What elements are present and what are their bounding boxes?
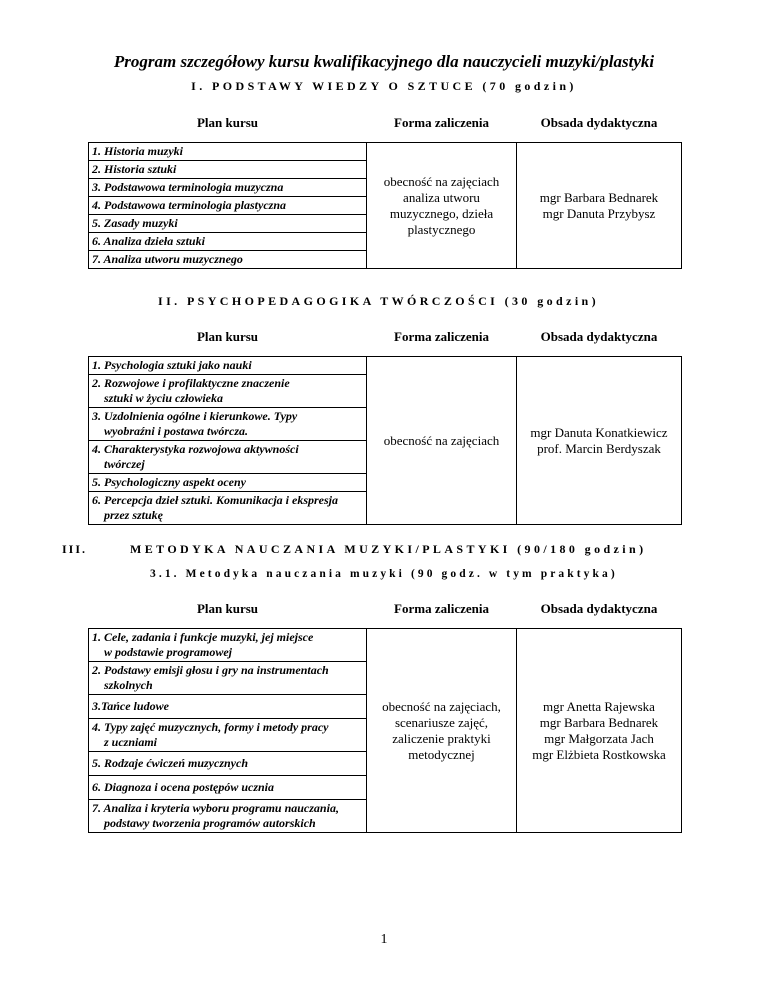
forma-cell: obecność na zajęciach analiza utworu muzycznego, dzieła plastycznego	[367, 143, 517, 269]
header-obsada: Obsada dydaktyczna	[540, 601, 658, 616]
obsada-cell: mgr Barbara Bednarek mgr Danuta Przybysz	[517, 143, 682, 269]
list-item: 4. Podstawowa terminologia plastyczna	[89, 197, 366, 215]
list-item: 5. Psychologiczny aspekt oceny	[89, 474, 366, 492]
list-item: 6. Diagnoza i ocena postępów ucznia	[89, 776, 366, 800]
list-item: 7. Analiza utworu muzycznego	[92, 252, 243, 266]
list-item: 3. Podstawowa terminologia muzyczna	[89, 179, 366, 197]
list-item: 4. Typy zajęć muzycznych, formy i metody pracy z uczniami	[89, 719, 366, 752]
section-2-heading: II. PSYCHOPEDAGOGIKA TWÓRCZOŚCI (30 godzin)	[158, 294, 600, 308]
obsada-cell: mgr Anetta Rajewska mgr Barbara Bednarek mgr Małgorzata Jach mgr Elżbieta Rostkowska	[517, 629, 682, 833]
obsada-cell: mgr Danuta Konatkiewicz prof. Marcin Berdyszak	[517, 357, 682, 525]
plan-list	[89, 143, 367, 269]
list-item: 1. Psychologia sztuki jako nauki	[89, 357, 366, 375]
header-plan: Plan kursu	[196, 115, 259, 130]
header-forma: Forma zaliczenia	[394, 329, 489, 344]
list-item: 6. Percepcja dzieł sztuki. Komunikacja i ekspresja przez sztukę	[92, 493, 338, 522]
list-item: 5. Rodzaje ćwiczeń muzycznych	[89, 752, 366, 776]
list-item: 6. Analiza dzieła sztuki	[89, 233, 366, 251]
list-item: 4. Charakterystyka rozwojowa aktywności twórczej	[89, 441, 366, 474]
document-title: Program szczegółowy kursu kwalifikacyjnego dla nauczycieli muzyki/plastyki	[113, 52, 655, 71]
list-item: 2. Rozwojowe i profilaktyczne znaczenie sztuki w życiu człowieka	[89, 375, 366, 408]
section-3-1-heading: 3.1. Metodyka nauczania muzyki (90 godz. w tym praktyka)	[150, 568, 618, 580]
forma-cell: obecność na zajęciach, scenariusze zajęć, zaliczenie praktyki metodycznej	[367, 629, 517, 833]
section-1-table	[88, 104, 682, 269]
header-plan: Plan kursu	[196, 601, 259, 616]
section-3-heading: METODYKA NAUCZANIA MUZYKI/PLASTYKI (90/180 godzin)	[130, 542, 647, 556]
section-2-table	[88, 318, 682, 525]
header-obsada: Obsada dydaktyczna	[540, 329, 658, 344]
plan-list	[89, 629, 367, 833]
list-item: 5. Zasady muzyki	[89, 215, 366, 233]
list-item: 1. Historia muzyki	[89, 143, 366, 161]
list-item: 3. Uzdolnienia ogólne i kierunkowe. Typy wyobraźni i postawa twórcza.	[89, 408, 366, 441]
list-item: 1. Cele, zadania i funkcje muzyki, jej miejsce w podstawie programowej	[89, 629, 366, 662]
plan-list	[89, 357, 367, 525]
header-forma: Forma zaliczenia	[394, 115, 489, 130]
page-number: 1	[380, 932, 388, 947]
header-forma: Forma zaliczenia	[394, 601, 489, 616]
list-item: 2. Podstawy emisji głosu i gry na instrumentach szkolnych	[89, 662, 366, 695]
header-obsada: Obsada dydaktyczna	[540, 115, 658, 130]
forma-cell: obecność na zajęciach	[367, 357, 517, 525]
section-1-heading: I. PODSTAWY WIEDZY O SZTUCE (70 godzin)	[191, 79, 577, 93]
list-item: 2. Historia sztuki	[89, 161, 366, 179]
list-item: 7. Analiza i kryteria wyboru programu nauczania, podstawy tworzenia programów autorskich	[92, 801, 339, 830]
list-item: 3.Tańce ludowe	[89, 695, 366, 719]
header-plan: Plan kursu	[196, 329, 259, 344]
section-3-table	[88, 590, 682, 833]
section-3-numeral: III.	[62, 542, 88, 556]
